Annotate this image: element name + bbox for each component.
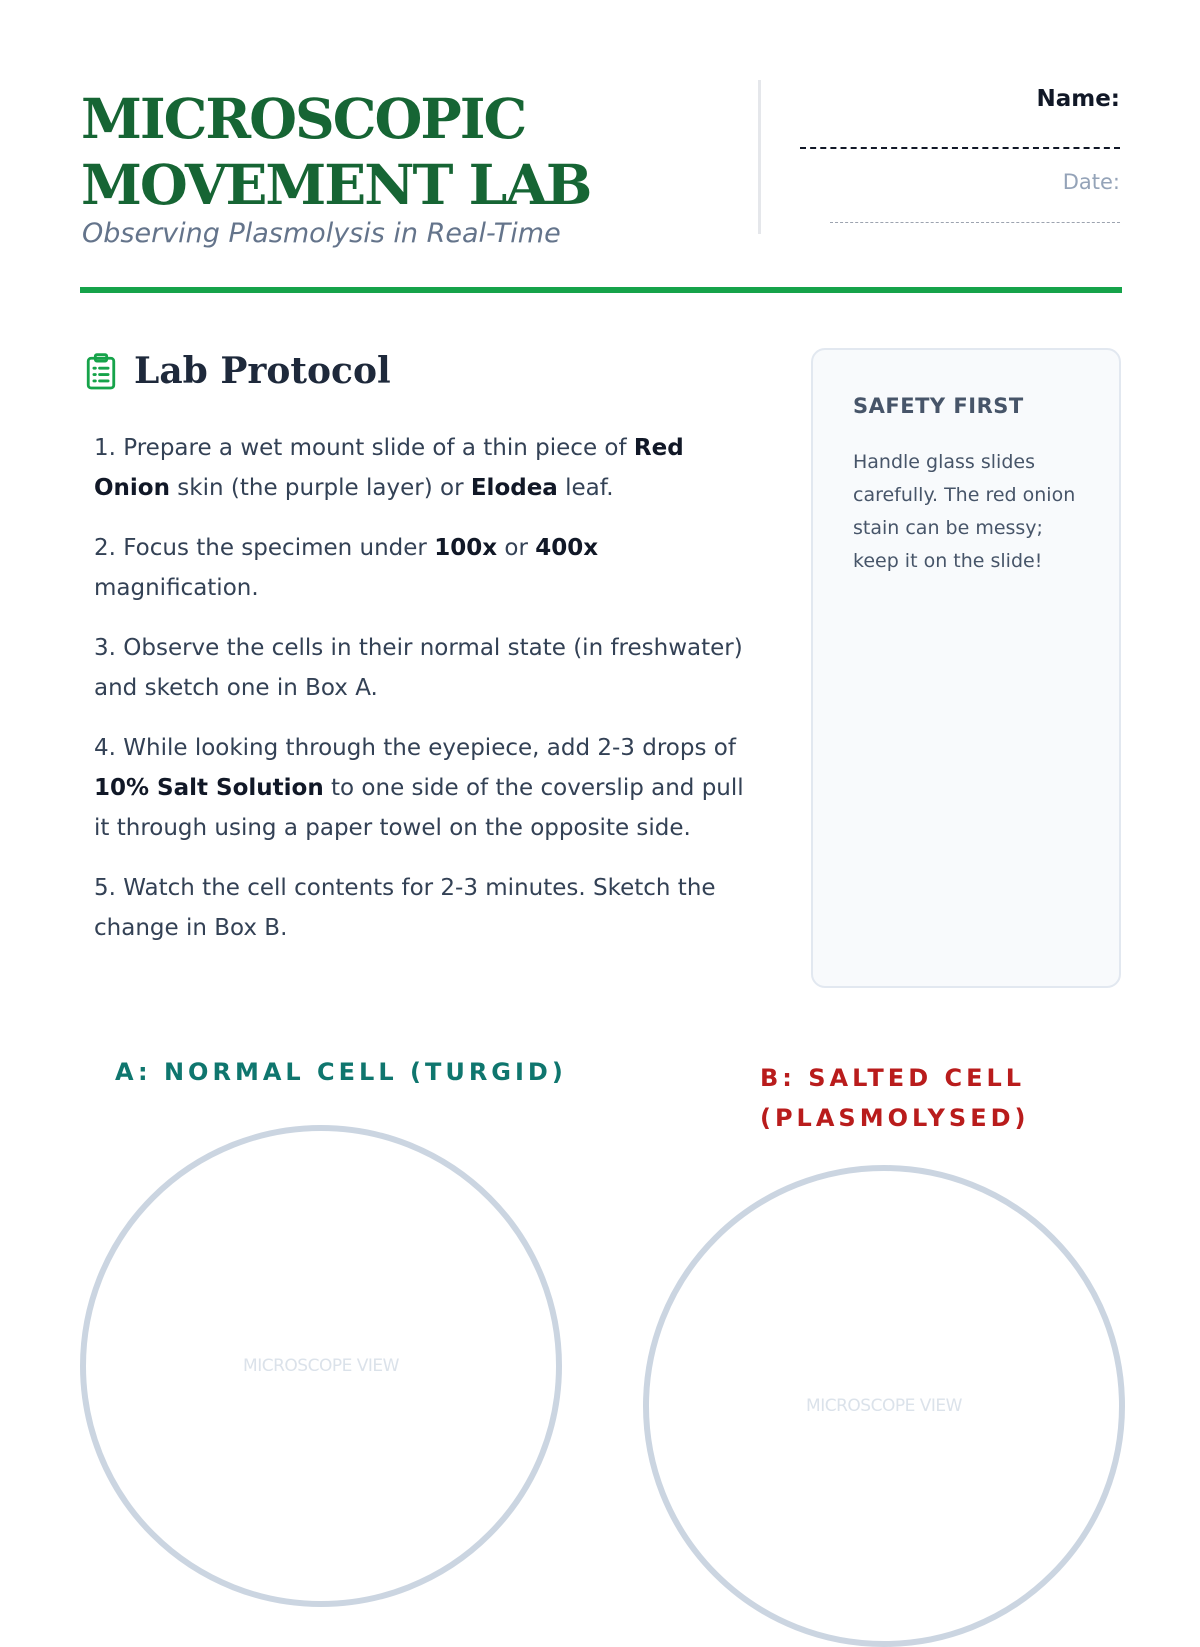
step-text: 4. While looking through the eyepiece, add 2-3 drops of bbox=[94, 735, 736, 761]
protocol-steps bbox=[94, 428, 744, 968]
date-field[interactable] bbox=[830, 222, 1120, 223]
step-text: to one side of the coverslip and pull it through using a paper towel on the opposite side. bbox=[94, 775, 744, 841]
microscope-view-a-placeholder: MICROSCOPE VIEW bbox=[243, 1356, 399, 1376]
header-rule bbox=[80, 287, 1122, 293]
protocol-heading bbox=[84, 350, 391, 392]
protocol-step bbox=[94, 868, 744, 948]
step-text: or bbox=[497, 535, 536, 561]
step-emphasis: Red Onion bbox=[94, 435, 684, 501]
header-divider bbox=[758, 80, 761, 234]
safety-callout bbox=[811, 348, 1121, 988]
protocol-step bbox=[94, 628, 744, 708]
step-emphasis: Elodea bbox=[470, 475, 558, 501]
microscope-view-b[interactable] bbox=[643, 1165, 1125, 1647]
step-text: magnification. bbox=[94, 575, 259, 601]
box-a-label: A: NORMAL CELL (TURGID) bbox=[115, 1058, 567, 1086]
safety-text: Handle glass slides carefully. The red onion stain can be messy; keep it on the slide! bbox=[853, 451, 1076, 572]
step-emphasis: 100x bbox=[434, 535, 498, 561]
protocol-step bbox=[94, 728, 744, 848]
clipboard-list-icon bbox=[84, 352, 118, 390]
step-text: 2. Focus the specimen under bbox=[94, 535, 435, 561]
step-text: 3. Observe the cells in their normal state (in freshwater) and sketch one in Box A. bbox=[94, 635, 743, 701]
title-line-2: MOVEMENT LAB bbox=[81, 152, 591, 217]
worksheet-title bbox=[81, 86, 590, 218]
microscope-view-b-placeholder: MICROSCOPE VIEW bbox=[806, 1396, 962, 1416]
worksheet-subtitle: Observing Plasmolysis in Real-Time bbox=[82, 218, 561, 249]
step-text: skin (the purple layer) or bbox=[170, 475, 471, 501]
microscope-view-a[interactable] bbox=[80, 1125, 562, 1607]
title-line-1: MICROSCOPIC bbox=[81, 86, 526, 151]
step-emphasis: 400x bbox=[535, 535, 599, 561]
box-b-label: B: SALTED CELL (PLASMOLYSED) bbox=[760, 1064, 1030, 1132]
step-emphasis: 10% Salt Solution bbox=[94, 775, 324, 801]
name-field[interactable] bbox=[800, 147, 1120, 149]
step-text: 1. Prepare a wet mount slide of a thin piece of bbox=[94, 435, 634, 461]
protocol-step bbox=[94, 528, 744, 608]
protocol-title: Lab Protocol bbox=[134, 350, 391, 392]
step-text: leaf. bbox=[557, 475, 614, 501]
safety-title: SAFETY FIRST bbox=[853, 394, 1024, 418]
date-label: Date: bbox=[1062, 170, 1120, 194]
name-label: Name: bbox=[1036, 86, 1120, 112]
protocol-step bbox=[94, 428, 744, 508]
step-text: 5. Watch the cell contents for 2-3 minutes. Sketch the change in Box B. bbox=[94, 875, 716, 941]
